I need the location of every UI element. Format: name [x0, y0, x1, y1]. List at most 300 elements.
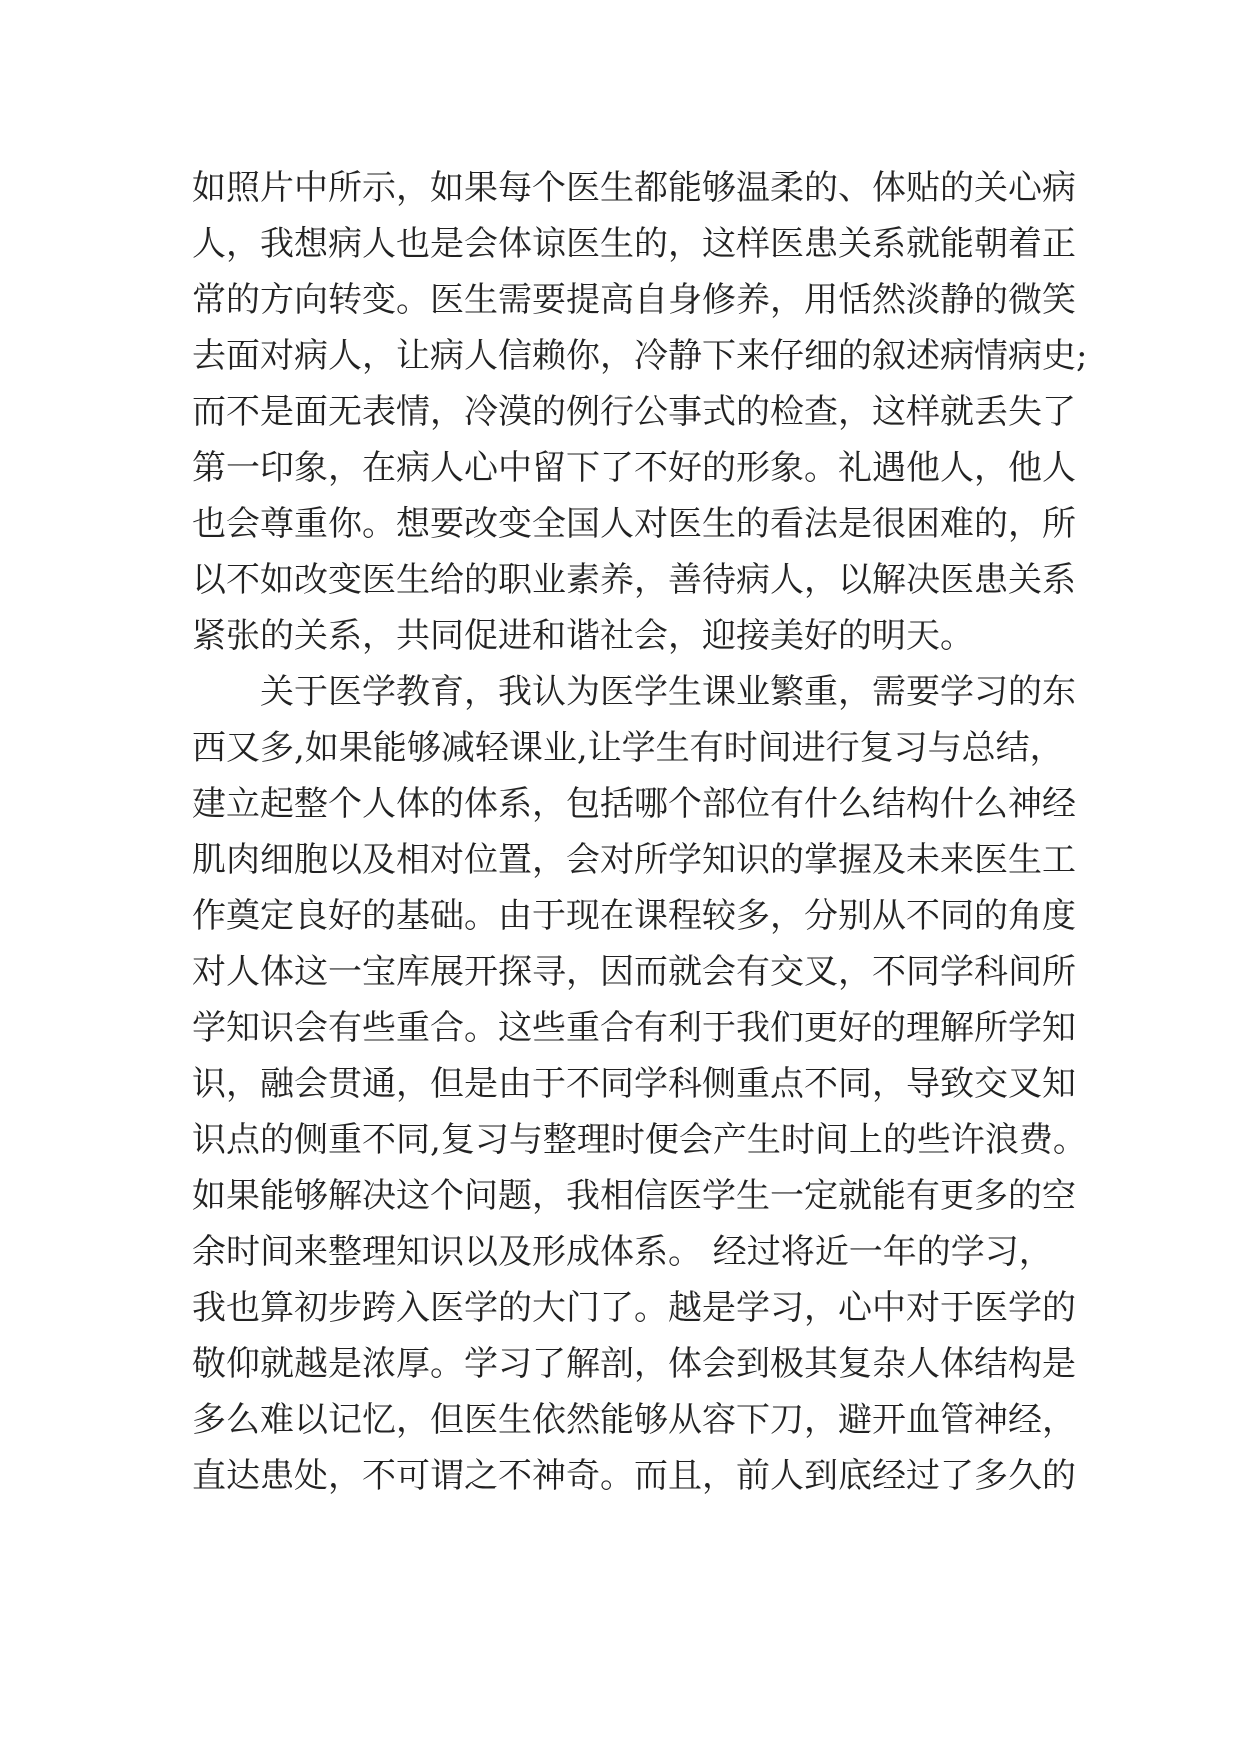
text-glyph: 总 [961, 728, 996, 768]
text-glyph: 奠 [226, 896, 260, 936]
text-glyph: 利 [668, 1008, 702, 1048]
text-glyph: 以 [192, 560, 226, 600]
text-glyph: 叉 [804, 952, 838, 992]
text-glyph: 谓 [430, 1456, 464, 1496]
text-glyph: 结 [872, 784, 906, 824]
text-line [192, 216, 1076, 272]
text-glyph: ， [804, 1288, 838, 1328]
text-glyph: 会 [702, 952, 736, 992]
text-glyph: 患 [974, 560, 1008, 600]
text-glyph: 生 [668, 672, 702, 712]
text-glyph: 有 [736, 952, 770, 992]
text-glyph: 工 [1042, 840, 1076, 880]
text-glyph: 在 [362, 448, 396, 488]
text-glyph: 未 [906, 840, 940, 880]
text-glyph: 复 [859, 728, 894, 768]
text-glyph: 相 [396, 840, 430, 880]
text-glyph: 的 [226, 280, 260, 320]
text-glyph: 由 [498, 896, 532, 936]
text-glyph: 静 [940, 280, 974, 320]
text-glyph: 这 [498, 1008, 532, 1048]
text-glyph: 修 [702, 280, 736, 320]
text-glyph: 样 [906, 392, 940, 432]
text-line [192, 888, 1076, 944]
text-glyph: 每 [498, 168, 532, 208]
text-glyph: 不 [226, 392, 260, 432]
text-glyph: 失 [1008, 392, 1042, 432]
text-glyph: 了 [1042, 392, 1076, 432]
text-glyph: 想 [396, 504, 430, 544]
text-glyph: 中 [498, 448, 532, 488]
text-glyph: ， [702, 1456, 736, 1496]
text-glyph: 及 [362, 840, 396, 880]
text-glyph: 医 [328, 672, 362, 712]
text-glyph: 方 [260, 280, 294, 320]
text-glyph: 时 [780, 1120, 815, 1160]
text-glyph: 贯 [328, 1064, 362, 1104]
text-glyph: 自 [634, 280, 668, 320]
text-glyph: 重 [804, 672, 838, 712]
text-glyph: 对 [192, 952, 226, 992]
text-glyph: ， [430, 392, 464, 432]
text-glyph: 很 [872, 504, 906, 544]
text-glyph: 什 [940, 784, 974, 824]
text-glyph: 而 [634, 1456, 668, 1496]
text-glyph: 避 [838, 1400, 872, 1440]
text-glyph: 整 [542, 1120, 577, 1160]
text-line [192, 832, 1076, 888]
text-glyph: 信 [634, 1176, 668, 1216]
text-glyph: 人 [770, 1456, 804, 1496]
text-glyph: 神 [974, 1400, 1008, 1440]
text-glyph: 起 [260, 784, 294, 824]
text-glyph: 底 [838, 1456, 872, 1496]
text-glyph: 是 [430, 224, 464, 264]
text-glyph: ， [872, 1064, 906, 1104]
text-glyph: 会 [294, 1008, 328, 1048]
text-glyph: 空 [1042, 1176, 1076, 1216]
text-glyph: 生 [498, 1400, 532, 1440]
text-glyph: 建 [192, 784, 226, 824]
text-glyph: 不 [804, 1064, 838, 1104]
text-glyph: 多 [260, 728, 294, 768]
text-glyph: 不 [362, 1456, 396, 1496]
text-glyph: 能 [668, 168, 702, 208]
text-glyph: 查 [804, 392, 838, 432]
text-glyph: 体 [498, 224, 532, 264]
text-glyph: 体 [872, 168, 906, 208]
text-glyph: 尊 [260, 504, 294, 544]
text-glyph: 同 [906, 952, 940, 992]
text-glyph: 什 [804, 784, 838, 824]
text-glyph: 他 [906, 448, 940, 488]
text-glyph: 个 [532, 168, 566, 208]
text-glyph: 记 [328, 1400, 362, 1440]
text-glyph: 神 [532, 1456, 566, 1496]
text-glyph: 医 [974, 840, 1008, 880]
text-glyph: 够 [294, 1176, 328, 1216]
text-glyph: 识 [192, 1120, 226, 1160]
text-glyph: 程 [668, 896, 702, 936]
text-glyph: 掌 [804, 840, 838, 880]
text-glyph: 别 [838, 896, 872, 936]
text-glyph: 身 [668, 280, 702, 320]
text-glyph: 病 [736, 560, 770, 600]
text-glyph: 表 [362, 392, 396, 432]
text-glyph: 心 [464, 448, 498, 488]
text-glyph: 来 [940, 840, 974, 880]
text-glyph: 笑 [1042, 280, 1076, 320]
text-glyph: 较 [702, 896, 736, 936]
text-glyph: 如 [304, 728, 339, 768]
text-glyph: 构 [906, 784, 940, 824]
text-glyph: 相 [600, 1176, 634, 1216]
text-glyph: ， [532, 1176, 566, 1216]
text-glyph: 。 [634, 1288, 668, 1328]
text-line [192, 440, 1076, 496]
text-glyph: ， [634, 1344, 668, 1384]
text-glyph: 患 [260, 1456, 294, 1496]
text-glyph: 复 [838, 1344, 872, 1384]
text-glyph: 柔 [770, 168, 804, 208]
text-glyph: 恬 [838, 280, 872, 320]
text-glyph: 问 [464, 1176, 498, 1216]
text-glyph: 系 [872, 224, 906, 264]
text-glyph: 育 [430, 672, 464, 712]
text-glyph: 仰 [226, 1344, 260, 1384]
text-glyph: 这 [294, 952, 328, 992]
text-glyph: 的 [770, 840, 804, 880]
text-glyph: 养 [736, 280, 770, 320]
text-glyph: 东 [1042, 672, 1076, 712]
text-line [192, 1448, 1076, 1504]
text-glyph: 中 [872, 1288, 906, 1328]
text-glyph: 时 [610, 1120, 645, 1160]
text-glyph: 好 [668, 448, 702, 488]
text-glyph: 系 [1042, 560, 1076, 600]
text-glyph: 而 [192, 392, 226, 432]
text-glyph: 国 [566, 504, 600, 544]
text-glyph: 人 [600, 504, 634, 544]
text-glyph: 细 [804, 336, 838, 376]
text-glyph: 点 [226, 1120, 260, 1160]
text-glyph: 仔 [770, 336, 804, 376]
text-glyph: 经 [1008, 1400, 1042, 1440]
text-glyph: 要 [532, 280, 566, 320]
text-glyph: 么 [838, 784, 872, 824]
text-glyph: 基 [396, 896, 430, 936]
text-glyph: 便 [644, 1120, 679, 1160]
text-glyph: 的 [882, 1120, 917, 1160]
text-glyph: 关 [838, 224, 872, 264]
text-glyph: 的 [464, 560, 498, 600]
text-glyph: 学 [736, 1288, 770, 1328]
text-glyph: 的 [260, 1120, 294, 1160]
text-glyph: 医 [464, 1400, 498, 1440]
text-line [192, 1112, 1087, 1168]
text-glyph: 心 [838, 1288, 872, 1328]
text-glyph: 之 [464, 1456, 498, 1496]
text-glyph: 转 [328, 280, 362, 320]
text-glyph: 与 [508, 1120, 543, 1160]
text-glyph: 于 [532, 1064, 566, 1104]
text-glyph: 于 [940, 1288, 974, 1328]
text-glyph: 不 [566, 1064, 600, 1104]
text-line [192, 328, 1088, 384]
text-glyph: 定 [260, 896, 294, 936]
text-glyph: 费 [1018, 1120, 1053, 1160]
text-glyph: 认 [532, 672, 566, 712]
text-glyph: 多 [736, 896, 770, 936]
text-glyph: 的 [974, 504, 1008, 544]
text-glyph: 同 [396, 1120, 430, 1160]
text-glyph: 交 [770, 952, 804, 992]
text-glyph: 也 [226, 1288, 260, 1328]
text-glyph: 会 [566, 840, 600, 880]
text-glyph: 初 [294, 1288, 328, 1328]
text-glyph: 用 [804, 280, 838, 320]
text-glyph: 人 [906, 1344, 940, 1384]
text-glyph: 识 [192, 1064, 226, 1104]
text-glyph: ， [532, 840, 566, 880]
text-glyph: ， [396, 1400, 430, 1440]
text-glyph: 好 [838, 1008, 872, 1048]
text-glyph: 久 [1008, 1456, 1042, 1496]
text-glyph: 合 [600, 1008, 634, 1048]
text-glyph: 厚 [396, 1344, 430, 1384]
text-glyph: 以 [294, 1400, 328, 1440]
text-line [192, 496, 1076, 552]
text-glyph: 了 [532, 1344, 566, 1384]
text-glyph: 下 [566, 448, 600, 488]
text-glyph: 医 [566, 224, 600, 264]
text-glyph: 产 [712, 1120, 747, 1160]
text-glyph: 宝 [362, 952, 396, 992]
text-glyph: 从 [872, 896, 906, 936]
text-glyph: 照 [226, 168, 260, 208]
text-glyph: 算 [260, 1288, 294, 1328]
text-glyph: ， [804, 1400, 838, 1440]
text-glyph: 能 [872, 1176, 906, 1216]
text-glyph: 浪 [984, 1120, 1019, 1160]
text-glyph: 人 [362, 224, 396, 264]
text-glyph: 识 [260, 1008, 294, 1048]
text-glyph: 下 [736, 1400, 770, 1440]
text-glyph: 更 [804, 1008, 838, 1048]
text-glyph: 学 [621, 728, 656, 768]
text-glyph: 依 [532, 1400, 566, 1440]
text-glyph: 解 [566, 1344, 600, 1384]
text-glyph: 构 [1008, 1344, 1042, 1384]
text-glyph: 的 [974, 896, 1008, 936]
text-glyph: ， [226, 1064, 260, 1104]
text-glyph: 难 [260, 1400, 294, 1440]
text-glyph: 到 [736, 1344, 770, 1384]
text-glyph: 的 [362, 896, 396, 936]
text-glyph: 医 [430, 1288, 464, 1328]
text-glyph: 过 [906, 1456, 940, 1496]
text-glyph: 学 [940, 672, 974, 712]
text-glyph: 交 [974, 1064, 1008, 1104]
text-glyph: 行 [825, 728, 860, 768]
text-glyph: 神 [1008, 784, 1042, 824]
text-glyph: 同 [940, 896, 974, 936]
text-glyph: 开 [872, 1400, 906, 1440]
text-glyph: 于 [294, 672, 328, 712]
text-glyph: 学 [1008, 1008, 1042, 1048]
text-glyph: 能 [940, 224, 974, 264]
text-glyph: 及 [872, 840, 906, 880]
text-glyph: 库 [396, 952, 430, 992]
text-glyph: 就 [260, 1344, 294, 1384]
text-glyph: 遇 [872, 448, 906, 488]
text-glyph: 学 [464, 1288, 498, 1328]
text-glyph: 的 [804, 168, 838, 208]
text-glyph: 的 [1008, 672, 1042, 712]
text-glyph: 我 [566, 1176, 600, 1216]
text-glyph: 正 [1042, 224, 1076, 264]
text-glyph: 的 [1008, 1176, 1042, 1216]
text-glyph: 情 [974, 336, 1008, 376]
text-glyph: 重 [328, 1120, 362, 1160]
text-glyph: 刀 [770, 1400, 804, 1440]
text-line [192, 160, 1076, 216]
text-glyph: 够 [406, 728, 441, 768]
text-glyph: 习 [893, 728, 928, 768]
text-glyph: 提 [566, 280, 600, 320]
text-glyph: 生 [396, 560, 430, 600]
text-line [192, 776, 1076, 832]
text-line [192, 1056, 1076, 1112]
text-glyph: 的 [532, 392, 566, 432]
text-glyph: 够 [634, 1400, 668, 1440]
text-glyph: 一 [226, 448, 260, 488]
text-glyph: ， [770, 280, 804, 320]
text-glyph: 这 [702, 224, 736, 264]
text-glyph: 关 [1008, 560, 1042, 600]
text-glyph: 果 [226, 1176, 260, 1216]
text-glyph: ， [838, 392, 872, 432]
text-glyph: 开 [464, 952, 498, 992]
text-glyph: 是 [260, 392, 294, 432]
text-glyph: 理 [576, 1120, 611, 1160]
text-glyph: 重 [736, 1064, 770, 1104]
text-glyph: 因 [600, 952, 634, 992]
text-glyph: 握 [838, 840, 872, 880]
text-glyph: 有 [906, 1176, 940, 1216]
text-glyph: 所 [634, 840, 668, 880]
text-glyph: 以 [328, 840, 362, 880]
text-glyph: 医 [940, 560, 974, 600]
text-glyph: 朝 [974, 224, 1008, 264]
text-glyph: 且 [668, 1456, 702, 1496]
text-glyph: 有 [689, 728, 724, 768]
text-glyph: 的 [634, 224, 668, 264]
text-glyph: 由 [498, 1064, 532, 1104]
text-glyph: 医 [668, 1176, 702, 1216]
text-glyph: 就 [940, 392, 974, 432]
text-glyph: 无 [328, 392, 362, 432]
text-glyph: 待 [702, 560, 736, 600]
text-glyph: 多 [192, 1400, 226, 1440]
text-glyph: 的 [940, 168, 974, 208]
text-glyph: 要 [906, 672, 940, 712]
text-line [192, 1000, 1076, 1056]
text-glyph: 知 [702, 840, 736, 880]
text-glyph: 所 [328, 168, 362, 208]
text-glyph: 良 [294, 896, 328, 936]
text-glyph: 心 [1008, 168, 1042, 208]
text-glyph: 体 [464, 784, 498, 824]
text-glyph: ， [974, 448, 1008, 488]
text-glyph: 个 [430, 1176, 464, 1216]
text-glyph: 但 [430, 1400, 464, 1440]
text-glyph: 可 [396, 1456, 430, 1496]
text-glyph: 如 [192, 1176, 226, 1216]
text-glyph: 教 [396, 672, 430, 712]
text-glyph: 位 [736, 784, 770, 824]
text-glyph: 经 [872, 1456, 906, 1496]
text-glyph: 生 [702, 504, 736, 544]
text-glyph: 下 [702, 336, 736, 376]
text-glyph: 会 [678, 1120, 713, 1160]
text-glyph: 生 [736, 1176, 770, 1216]
text-glyph: 步 [328, 1288, 362, 1328]
text-glyph: 括 [600, 784, 634, 824]
text-glyph: 细 [260, 840, 294, 880]
text-glyph: 给 [430, 560, 464, 600]
text-glyph: 业 [542, 728, 577, 768]
text-glyph: 为 [566, 672, 600, 712]
text-glyph: 轻 [474, 728, 509, 768]
text-glyph: 生 [1008, 840, 1042, 880]
text-glyph: 冷 [634, 336, 668, 376]
text-glyph: 善 [668, 560, 702, 600]
text-glyph: 温 [736, 168, 770, 208]
text-glyph: 情 [396, 392, 430, 432]
text-glyph: 需 [498, 280, 532, 320]
text-glyph: 看 [770, 504, 804, 544]
text-glyph: 第 [192, 448, 226, 488]
text-glyph: 整 [294, 784, 328, 824]
text-glyph: 我 [498, 672, 532, 712]
text-glyph: 合 [430, 1008, 464, 1048]
text-glyph: 对 [600, 840, 634, 880]
text-glyph: 对 [906, 1288, 940, 1328]
text-glyph: 对 [430, 840, 464, 880]
text-glyph: , [576, 728, 588, 768]
text-glyph: 礼 [838, 448, 872, 488]
text-glyph: ， [396, 168, 430, 208]
text-glyph: 会 [294, 1064, 328, 1104]
text-glyph: 多 [974, 1456, 1008, 1496]
text-glyph: 的 [736, 504, 770, 544]
text-glyph: 常 [192, 280, 226, 320]
body-text [192, 160, 1088, 1504]
text-line [192, 1336, 1076, 1392]
text-glyph: 让 [396, 336, 430, 376]
text-glyph: 变 [328, 560, 362, 600]
text-glyph: 我 [736, 1008, 770, 1048]
text-glyph: 让 [587, 728, 622, 768]
text-glyph: 西 [192, 728, 226, 768]
text-glyph: 学 [634, 672, 668, 712]
text-glyph: 的 [498, 1288, 532, 1328]
text-glyph: 业 [736, 672, 770, 712]
text-glyph: 更 [940, 1176, 974, 1216]
text-glyph: 位 [464, 840, 498, 880]
text-glyph: 的 [1042, 1456, 1076, 1496]
